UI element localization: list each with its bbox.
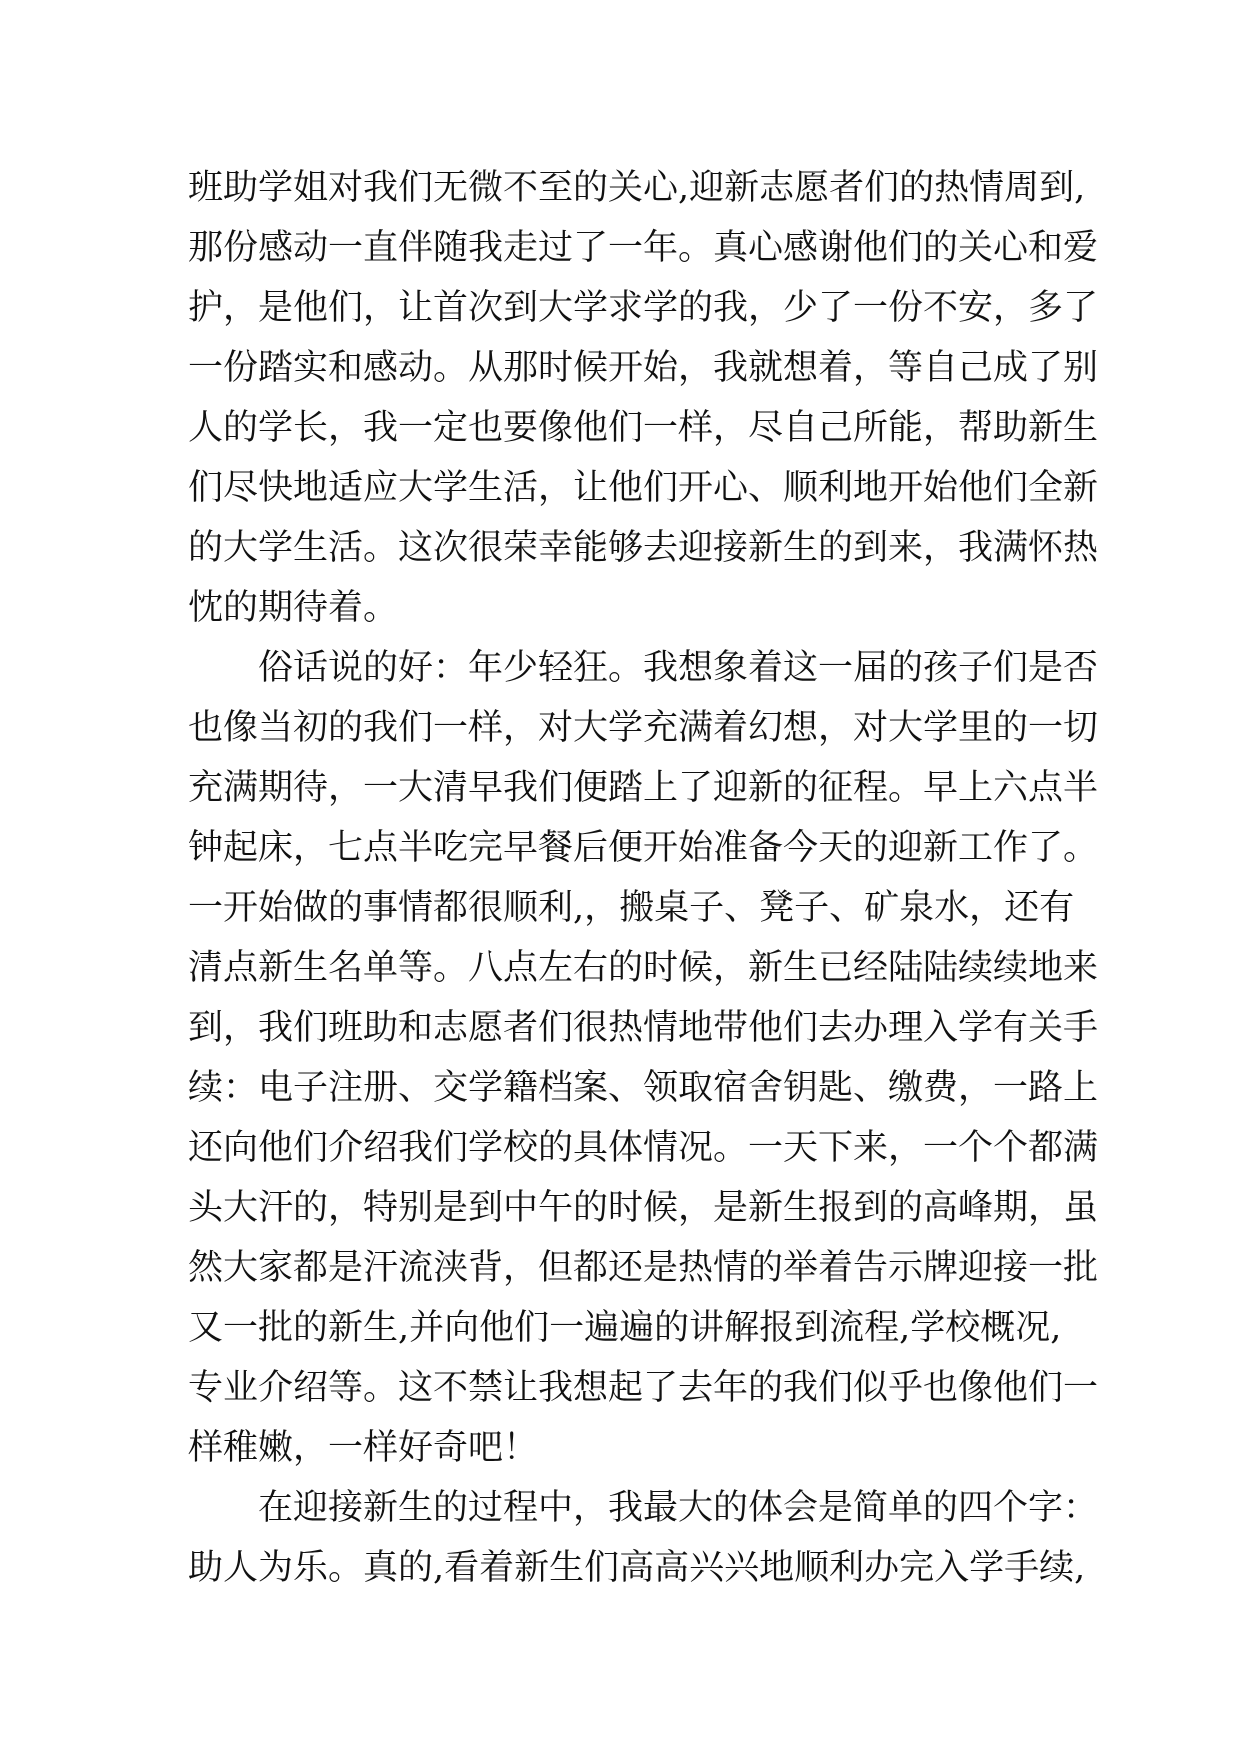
text-line: 专业介绍等。这不禁让我想起了去年的我们似乎也像他们一: [188, 1368, 1099, 1408]
text-line: 到，我们班助和志愿者们很热情地带他们去办理入学有关手: [188, 1008, 1099, 1048]
paragraph-start-line: 在迎接新生的过程中，我最大的体会是简单的四个字：: [258, 1488, 1099, 1528]
text-line: 人的学长，我一定也要像他们一样，尽自己所能，帮助新生: [188, 408, 1099, 448]
text-line: 助人为乐。真的,看着新生们高高兴兴地顺利办完入学手续,: [188, 1548, 1086, 1588]
text-line: 那份感动一直伴随我走过了一年。真心感谢他们的关心和爱: [188, 228, 1099, 268]
text-line: 忱的期待着。: [188, 588, 399, 628]
text-line: 们尽快地适应大学生活，让他们开心、顺利地开始他们全新: [188, 468, 1099, 508]
paragraph-start-line: 俗话说的好：年少轻狂。我想象着这一届的孩子们是否: [258, 648, 1099, 688]
text-line: 充满期待，一大清早我们便踏上了迎新的征程。早上六点半: [188, 768, 1099, 808]
text-line: 班助学姐对我们无微不至的关心,迎新志愿者们的热情周到,: [188, 168, 1086, 208]
text-line: 护，是他们，让首次到大学求学的我，少了一份不安，多了: [188, 288, 1099, 328]
text-line: 然大家都是汗流浃背，但都还是热情的举着告示牌迎接一批: [188, 1248, 1099, 1288]
text-line: 一开始做的事情都很顺利,，搬桌子、凳子、矿泉水，还有: [188, 888, 1075, 928]
text-line: 钟起床，七点半吃完早餐后便开始准备今天的迎新工作了。: [188, 828, 1099, 868]
text-line: 也像当初的我们一样，对大学充满着幻想，对大学里的一切: [188, 708, 1099, 748]
text-line: 样稚嫩，一样好奇吧！: [188, 1428, 539, 1468]
text-line: 又一批的新生,并向他们一遍遍的讲解报到流程,学校概况,: [188, 1308, 1062, 1348]
text-line: 的大学生活。这次很荣幸能够去迎接新生的到来，我满怀热: [188, 528, 1099, 568]
text-line: 清点新生名单等。八点左右的时候，新生已经陆陆续续地来: [188, 948, 1099, 988]
text-line: 一份踏实和感动。从那时候开始，我就想着，等自己成了别: [188, 348, 1099, 388]
text-line: 续：电子注册、交学籍档案、领取宿舍钥匙、缴费，一路上: [188, 1068, 1099, 1108]
text-line: 头大汗的，特别是到中午的时候，是新生报到的高峰期，虽: [188, 1188, 1099, 1228]
text-line: 还向他们介绍我们学校的具体情况。一天下来，一个个都满: [188, 1128, 1099, 1168]
body-text: [188, 158, 1099, 1598]
